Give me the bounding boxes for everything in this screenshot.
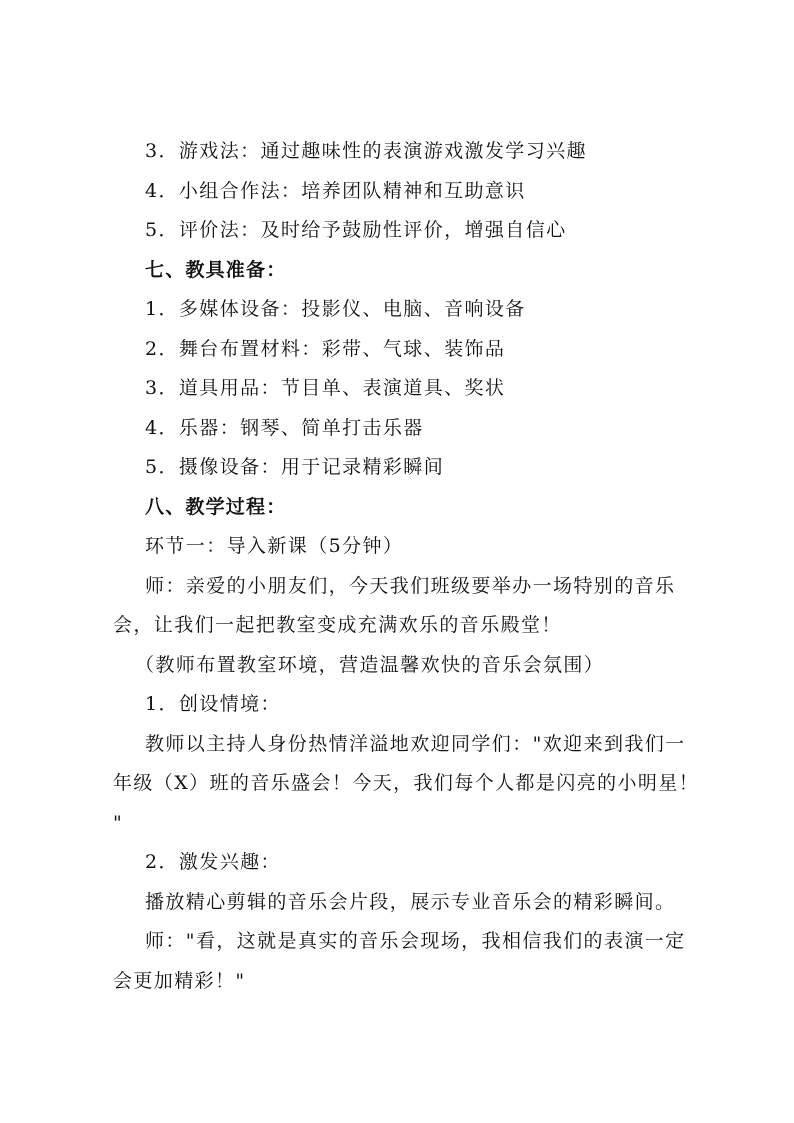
teaching-method-5: 5．评价法：及时给予鼓励性评价，增强自信心 <box>145 219 567 241</box>
teaching-aid-5: 5．摄像设备：用于记录精彩瞬间 <box>145 456 445 478</box>
teaching-aid-2: 2．舞台布置材料：彩带、气球、装饰品 <box>145 338 506 360</box>
step-one-heading: 环节一：导入新课（5分钟） <box>145 535 404 557</box>
paragraph-line: " <box>113 812 124 834</box>
teaching-aid-3: 3．道具用品：节目单、表演道具、奖状 <box>145 377 506 399</box>
paragraph-line: 师：亲爱的小朋友们，今天我们班级要举办一场特别的音乐 <box>145 575 676 597</box>
teaching-aid-1: 1．多媒体设备：投影仪、电脑、音响设备 <box>145 298 526 320</box>
paragraph-line: 年级（X）班的音乐盛会！今天，我们每个人都是闪亮的小明星！ <box>113 772 700 794</box>
paragraph-line: 播放精心剪辑的音乐会片段，展示专业音乐会的精彩瞬间。 <box>145 891 676 913</box>
section-heading-teaching-aids: 七、教具准备： <box>145 259 287 281</box>
paragraph-line: 师："看，这就是真实的音乐会现场，我相信我们的表演一定 <box>145 930 686 952</box>
paragraph-line: 教师以主持人身份热情洋溢地欢迎同学们："欢迎来到我们一 <box>145 733 686 755</box>
section-heading-teaching-process: 八、教学过程： <box>145 496 287 518</box>
stage-direction: （教师布置教室环境，营造温馨欢快的音乐会氛围） <box>135 654 605 676</box>
paragraph-line: 会更加精彩！" <box>113 970 246 992</box>
teaching-method-3: 3．游戏法：通过趣味性的表演游戏激发学习兴趣 <box>145 140 587 162</box>
teaching-method-4: 4．小组合作法：培养团队精神和互助意识 <box>145 180 526 202</box>
subheading-create-scene: 1．创设情境： <box>145 693 281 715</box>
subheading-stimulate-interest: 2．激发兴趣： <box>145 851 281 873</box>
teaching-aid-4: 4．乐器：钢琴、简单打击乐器 <box>145 417 424 439</box>
paragraph-line: 会，让我们一起把教室变成充满欢乐的音乐殿堂！ <box>113 614 562 636</box>
